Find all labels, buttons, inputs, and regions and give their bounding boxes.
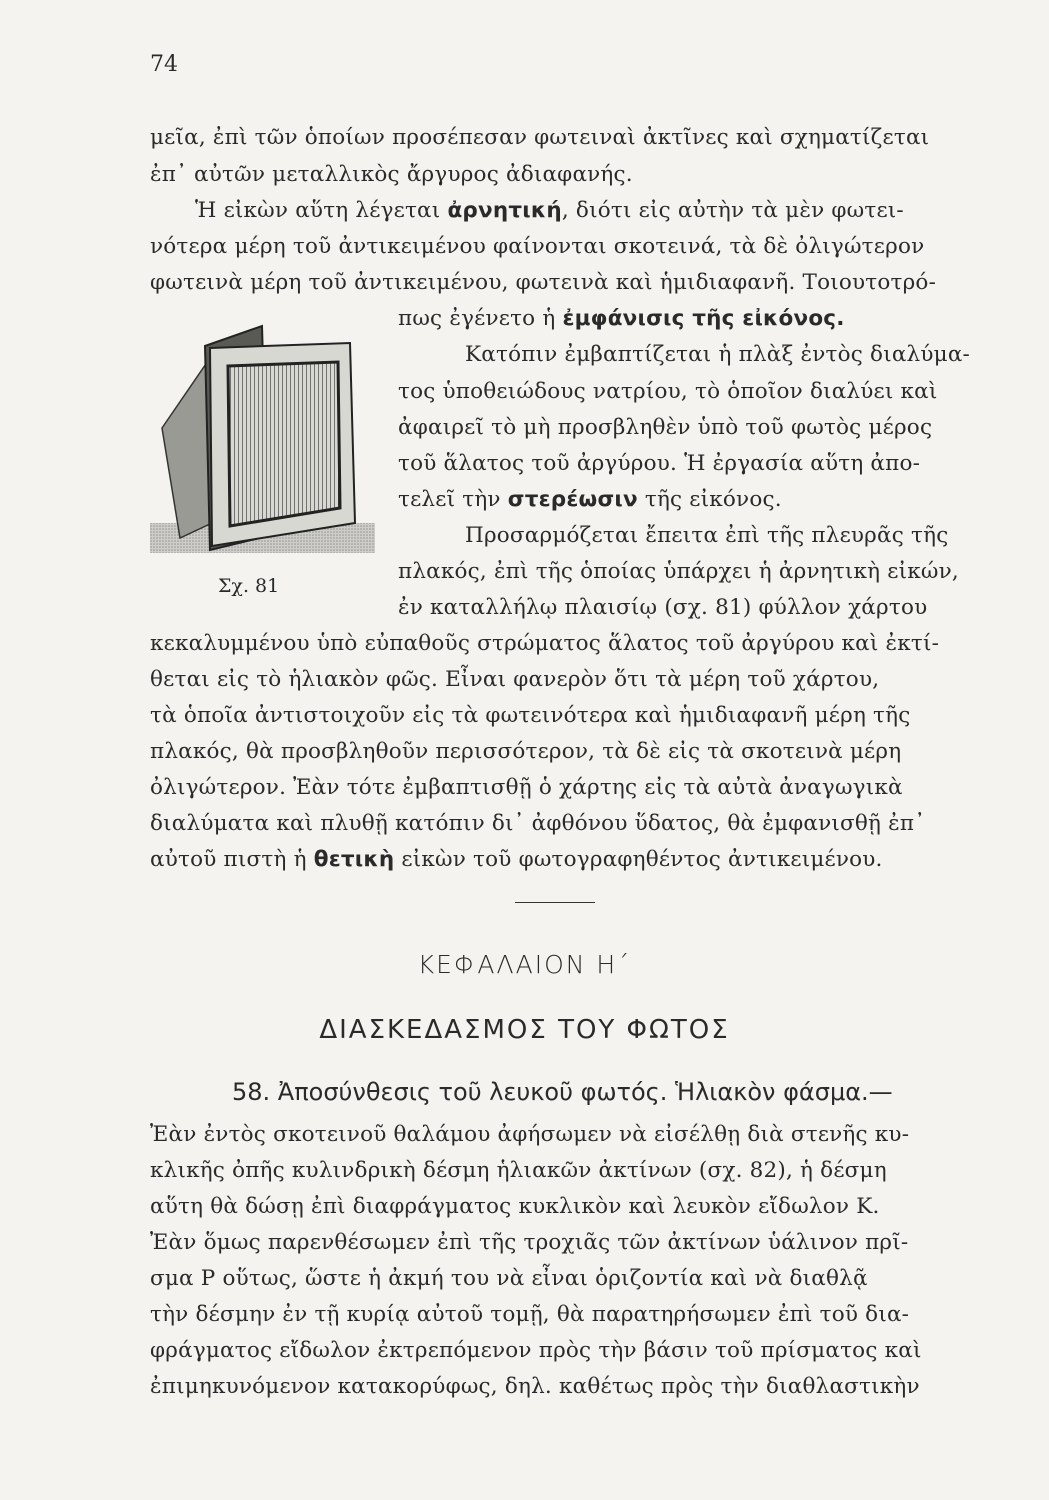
text-fragment: τελεῖ τὴν	[398, 487, 501, 512]
text-line: τος ὑποθειώδους νατρίου, τὸ ὁποῖον διαλύει καὶ	[398, 379, 938, 404]
text-line	[398, 489, 782, 511]
text-fragment: πως ἐγένετο ἡ	[398, 306, 556, 331]
term-development: ἐμφάνισις τῆς εἰκόνος.	[562, 306, 845, 331]
text-line: αὕτη θὰ δώσῃ ἐπὶ διαφράγματος κυκλικὸν καὶ λευκὸν εἴδωλον Κ.	[150, 1194, 880, 1219]
text-line: σμα Ρ οὕτως, ὥστε ἡ ἀκμή του νὰ εἶναι ὁριζοντία καὶ νὰ διαθλᾷ	[150, 1266, 868, 1291]
text-line	[195, 200, 904, 222]
text-line: Κατόπιν ἐμβαπτίζεται ἡ πλὰξ ἐντὸς διαλύμα-	[465, 342, 970, 367]
text-line: ἐπ᾽ αὐτῶν μεταλλικὸς ἄργυρος ἀδιαφανής.	[150, 162, 633, 187]
text-line: φωτεινὰ μέρη τοῦ ἀντικειμένου, φωτεινὰ καὶ ἡμιδιαφανῆ. Τοιουτοτρό-	[150, 270, 937, 295]
text-line: φράγματος εἴδωλον ἐκτρεπόμενον πρὸς τὴν βάσιν τοῦ πρίσματος καὶ	[150, 1338, 922, 1363]
text-line: Ἐὰν ἐντὸς σκοτεινοῦ θαλάμου ἀφήσωμεν νὰ εἰσέλθῃ διὰ στενῆς κυ-	[150, 1122, 910, 1147]
text-line: ὀλιγώτερον. Ἐὰν τότε ἐμβαπτισθῇ ὁ χάρτης εἰς τὰ αὐτὰ ἀναγωγικὰ	[150, 775, 903, 800]
text-line: πλακός, θὰ προσβληθοῦν περισσότερον, τὰ δὲ εἰς τὰ σκοτεινὰ μέρη	[150, 739, 902, 764]
text-line: Προσαρμόζεται ἔπειτα ἐπὶ τῆς πλευρᾶς τῆς	[465, 523, 949, 548]
text-line: τοῦ ἅλατος τοῦ ἀργύρου. Ἡ ἐργασία αὕτη ἀπο-	[398, 451, 921, 476]
text-line: τὰ ὁποῖα ἀντιστοιχοῦν εἰς τὰ φωτεινότερα καὶ ἡμιδιαφανῆ μέρη τῆς	[150, 703, 911, 728]
text-line	[398, 308, 845, 330]
printing-frame-figure	[150, 318, 375, 563]
text-line	[150, 849, 883, 871]
text-line: Ἐὰν ὅμως παρενθέσωμεν ἐπὶ τῆς τροχιᾶς τῶν ἀκτίνων ὑάλινον πρῖ-	[150, 1230, 909, 1255]
text-line: ἐπιμηκυνόμενον κατακορύφως, δηλ. καθέτως πρὸς τὴν διαθλαστικὴν	[150, 1374, 920, 1399]
text-line: ἐν καταλλήλῳ πλαισίῳ (σχ. 81) φύλλον χάρτου	[398, 595, 928, 620]
text-fragment: εἰκὼν τοῦ φωτογραφηθέντος ἀντικειμένου.	[401, 847, 883, 872]
frame-stand	[162, 358, 212, 538]
text-line: τὴν δέσμην ἐν τῇ κυρίᾳ αὐτοῦ τομῇ, θὰ παρατηρήσωμεν ἐπὶ τοῦ δια-	[150, 1302, 910, 1327]
text-fragment: , διότι εἰς αὐτὴν τὰ μὲν φωτει-	[561, 198, 904, 223]
text-line: κεκαλυμμένου ὑπὸ εὐπαθοῦς στρώματος ἅλατος τοῦ ἀργύρου καὶ ἐκτί-	[150, 631, 940, 656]
term-fixing: στερέωσιν	[507, 487, 638, 512]
text-line: θεται εἰς τὸ ἡλιακὸν φῶς. Εἶναι φανερὸν ὅτι τὰ μέρη τοῦ χάρτου,	[150, 667, 880, 692]
text-line: κλικῆς ὀπῆς κυλινδρικὴ δέσμη ἡλιακῶν ἀκτίνων (σχ. 82), ἡ δέσμη	[150, 1158, 887, 1183]
figure-caption: Σχ. 81	[218, 575, 280, 597]
text-fragment: τῆς εἰκόνος.	[644, 487, 782, 512]
text-fragment: Ἡ εἰκὼν αὕτη λέγεται	[195, 198, 441, 223]
frame-plate	[228, 362, 340, 526]
section-heading: 58. Ἀποσύνθεσις τοῦ λευκοῦ φωτός. Ἡλιακὸν φάσμα.—	[232, 1078, 893, 1106]
text-line: ἀφαιρεῖ τὸ μὴ προσβληθὲν ὑπὸ τοῦ φωτὸς μέρος	[398, 415, 933, 440]
text-line: πλακός, ἐπὶ τῆς ὁποίας ὑπάρχει ἡ ἀρνητικὴ εἰκών,	[398, 559, 959, 584]
text-line: νότερα μέρη τοῦ ἀντικειμένου φαίνονται σκοτεινά, τὰ δὲ ὀλιγώτερον	[150, 234, 925, 259]
term-positive: θετικὴ	[313, 847, 395, 872]
text-fragment: αὐτοῦ πιστὴ ἡ	[150, 847, 307, 872]
term-negative: ἀρνητική	[447, 198, 562, 223]
text-line: διαλύματα καὶ πλυθῇ κατόπιν δι᾽ ἀφθόνου ὕδατος, θὰ ἐμφανισθῇ ἐπ᾽	[150, 811, 926, 836]
page-number: 74	[150, 52, 178, 77]
chapter-label: ΚΕΦΑΛΑΙΟΝ Η΄	[417, 950, 632, 979]
text-line: μεῖα, ἐπὶ τῶν ὁποίων προσέπεσαν φωτειναὶ ἀκτῖνες καὶ σχηματίζεται	[150, 125, 930, 150]
section-divider	[515, 902, 595, 903]
chapter-title: ΔΙΑΣΚΕΔΑΣΜΟΣ ΤΟΥ ΦΩΤΟΣ	[319, 1015, 730, 1045]
